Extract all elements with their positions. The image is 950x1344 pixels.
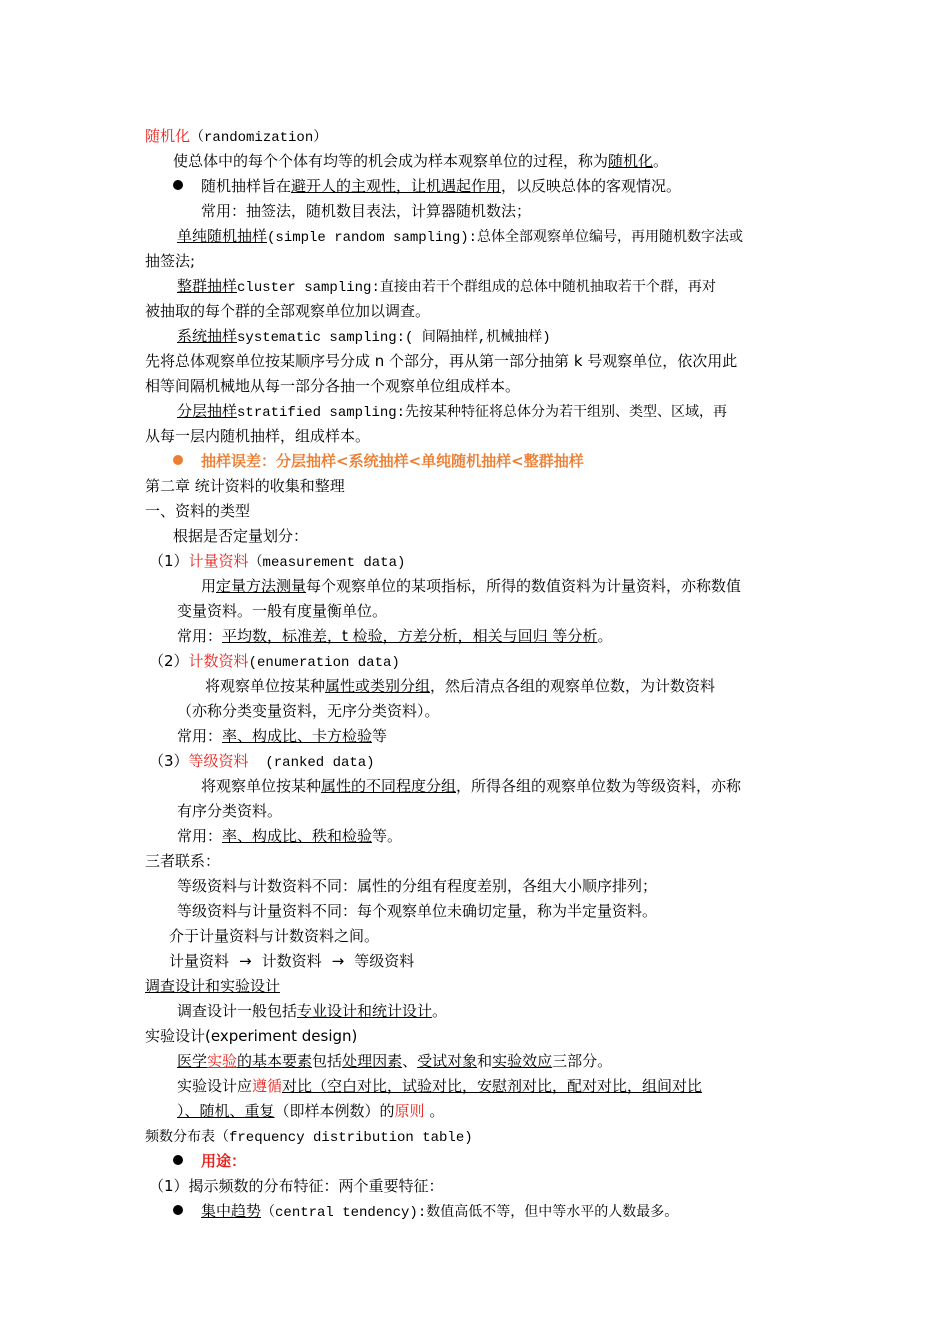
line-measurement-def: 用定量方法测量每个观察单位的某项指标，所得的数值资料为计量资料，亦称数值 — [201, 577, 742, 595]
line-measurement-data: （1）计量资料（measurement data) — [149, 552, 406, 571]
line-enumeration-def: 将观察单位按某种属性或类别分组，然后清点各组的观察单位数，为计数资料 — [205, 677, 716, 695]
line-enumeration-common: 常用：率、构成比、卡方检验等 — [177, 727, 388, 745]
line-systematic-sampling: 系统抽样systematic sampling:( 间隔抽样,机械抽样) — [177, 327, 551, 346]
heading-experiment-design: 实验设计(experiment design) — [145, 1027, 358, 1045]
line-ranked-def-cont: 有序分类资料。 — [177, 802, 283, 820]
bullet-icon — [173, 455, 183, 465]
arrow-right-icon: → — [239, 952, 252, 970]
bullet-icon — [173, 1155, 183, 1165]
line-common-methods: 常用：抽签法，随机数目表法，计算器随机数法； — [201, 202, 532, 220]
line-simple-random-sampling-cont: 抽签法; — [145, 252, 196, 270]
line-systematic-sampling-def: 先将总体观察单位按某顺序号分成 n 个部分，再从第一部分抽第 k 号观察单位，依次用此 — [145, 352, 738, 370]
line-relation-2: 等级资料与计量资料不同：每个观察单位未确切定量，称为半定量资料。 — [177, 902, 658, 920]
line-measurement-def-cont: 变量资料。一般有度量衡单位。 — [177, 602, 388, 620]
line-central-tendency: 集中趋势（central tendency):数值高低不等，但中等水平的人数最多。 — [173, 1201, 678, 1223]
section-heading: 一、资料的类型 — [145, 502, 251, 520]
line-relation-heading: 三者联系： — [145, 852, 221, 870]
line-survey-design: 调查设计一般包括专业设计和统计设计。 — [177, 1002, 448, 1020]
line-stratified-sampling-cont: 从每一层内随机抽样，组成样本。 — [145, 427, 371, 445]
line-stratified-sampling: 分层抽样stratified sampling:先按某种特征将总体分为若干组别、类型、区域，再 — [177, 402, 728, 421]
line-relation-3: 介于计量资料与计数资料之间。 — [169, 927, 380, 945]
line-simple-random-sampling: 单纯随机抽样(simple random sampling):总体全部观察单位编号，再用随机数字法或 — [177, 227, 744, 246]
line-ranked-common: 常用：率、构成比、秩和检验等。 — [177, 827, 403, 845]
line-relation-1: 等级资料与计数资料不同：属性的分组有程度差别，各组大小顺序排列； — [177, 877, 658, 895]
line-frequency-features: （1）揭示频数的分布特征：两个重要特征： — [149, 1177, 444, 1195]
heading-design: 调查设计和实验设计 — [145, 977, 281, 995]
line-experiment-principles-cont: ）、随机、重复（即样本例数）的原则 。 — [177, 1102, 445, 1120]
term-randomization: 随机化 — [145, 127, 191, 145]
line-measurement-common: 常用：平均数，标准差，t 检验，方差分析，相关与回归 等分析。 — [177, 627, 613, 645]
bullet-icon — [173, 180, 183, 190]
line-ranked-data: （3）等级资料 (ranked data) — [149, 752, 375, 771]
arrow-right-icon: → — [331, 952, 345, 970]
line-classification: 根据是否定量划分： — [173, 527, 309, 545]
line-systematic-sampling-cont: 相等间隔机械地从每一部分各抽一个观察单位组成样本。 — [145, 377, 521, 395]
line-experiment-elements: 医学实验的基本要素包括处理因素、受试对象和实验效应三部分。 — [177, 1052, 613, 1070]
line-random-sampling-purpose: 随机抽样旨在避开人的主观性，让机遇起作用，以反映总体的客观情况。 — [173, 176, 681, 196]
line-enumeration-def-cont: （亦称分类变量资料，无序分类资料）。 — [177, 702, 440, 720]
line-experiment-principles: 实验设计应遵循对比（空白对比，试验对比，安慰剂对比，配对对比，组间对比 — [177, 1077, 703, 1095]
line-cluster-sampling: 整群抽样cluster sampling:直接由若干个群组成的总体中随机抽取若干个群，再对 — [177, 277, 716, 296]
chapter-heading: 第二章 统计资料的收集和整理 — [145, 477, 345, 495]
heading-frequency-table: 频数分布表（frequency distribution table) — [145, 1130, 473, 1146]
line-data-conversion: 计量资料 → 计数资料 → 等级资料 — [169, 952, 415, 970]
line-ranked-def: 将观察单位按某种属性的不同程度分组，所得各组的观察单位数为等级资料，亦称 — [201, 777, 742, 795]
line-sampling-error: 抽样误差：分层抽样<系统抽样<单纯随机抽样<整群抽样 — [173, 451, 584, 471]
line-cluster-sampling-cont: 被抽取的每个群的全部观察单位加以调查。 — [145, 302, 431, 320]
line-usage: 用途： — [173, 1151, 246, 1171]
bullet-icon — [173, 1205, 183, 1215]
line-enumeration-data: （2）计数资料(enumeration data) — [149, 652, 400, 671]
line-randomization-title: 随机化（randomization） — [145, 127, 328, 146]
line-randomization-def: 使总体中的每个个体有均等的机会成为样本观察单位的过程，称为随机化。 — [173, 152, 669, 170]
